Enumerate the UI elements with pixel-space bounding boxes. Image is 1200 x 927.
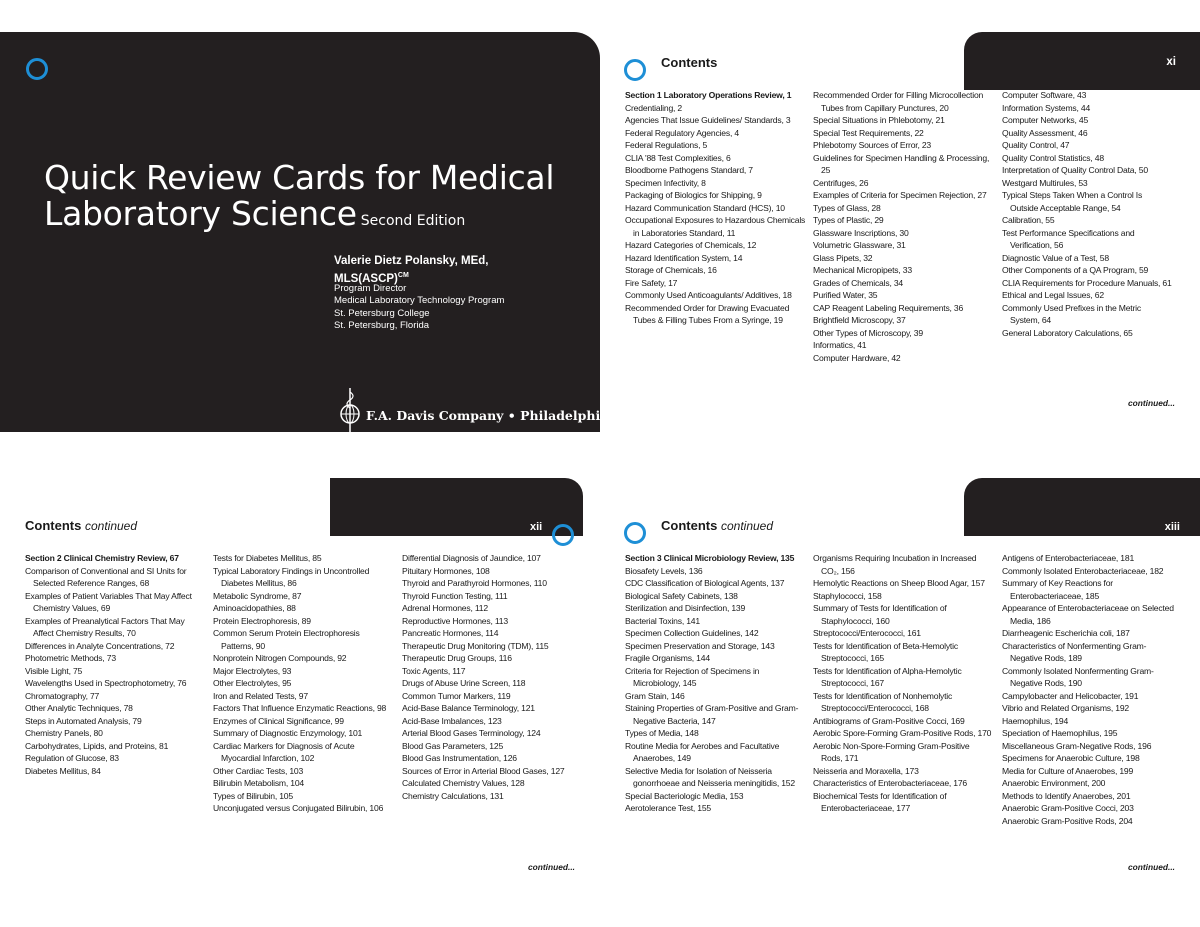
affiliation-line: St. Petersburg, Florida [334,319,430,331]
page-tab-xi [964,32,1200,90]
continued-note: continued... [1128,398,1175,408]
author-line2: MLS(ASCP) [334,272,398,285]
toc-entry: Purified Water, 35 [813,290,878,300]
page-tab-xiii [964,478,1200,536]
toc-entry: Summary of Tests for Identification of Staphylococci, 160 [813,603,947,626]
toc-entry: Sources of Error in Arterial Blood Gases, 127 [402,765,565,776]
toc-entry: Bilirubin Metabolism, 104 [213,778,305,788]
author-affiliation [334,283,504,332]
toc-entry: Common Tumor Markers, 119 [402,690,511,701]
book-title [44,160,554,239]
toc-entry: Specimens for Anaerobic Culture, 198 [1002,753,1140,763]
toc-entry: Interpretation of Quality Control Data, 50 [1002,165,1148,175]
toc-entry: Types of Plastic, 29 [813,215,884,225]
toc-entry: Commonly Isolated Nonfermenting Gram-Negative Rods, 190 [1002,665,1154,688]
toc-entry: Methods to Identify Anaerobes, 201 [1002,790,1131,801]
toc-entry: Hazard Communication Standard (HCS), 10 [625,202,785,213]
toc-entry: Quality Control Statistics, 48 [1002,152,1104,163]
toc-entry: Pancreatic Hormones, 114 [402,628,499,638]
toc-entry: Aerobic Spore-Forming Gram-Positive Rods, 170 [813,728,992,738]
toc-entry: Sterilization and Disinfection, 139 [625,603,746,613]
toc-entry: Bloodborne Pathogens Standard, 7 [625,165,753,175]
toc-entry: Biochemical Tests for Identification of Enterobacteriaceae, 177 [813,790,947,813]
toc-entry: Other Electrolytes, 95 [213,678,292,688]
toc-entry: Carbohydrates, Lipids, and Proteins, 81 [25,740,169,751]
contents-heading: Contents [661,55,718,70]
toc-entry: Anaerobic Environment, 200 [1002,778,1106,788]
toc-entry: Occupational Exposures to Hazardous Chemicals in Laboratories Standard, 11 [625,215,806,238]
toc-entry: Informatics, 41 [813,340,867,350]
toc-entry: Credentialing, 2 [625,102,682,113]
toc-entry: Pituitary Hormones, 108 [402,565,490,576]
toc-entry: Other Cardiac Tests, 103 [213,765,304,776]
toc-entry: Test Performance Specifications and Verification, 56 [1002,227,1135,250]
toc-column [1002,552,1178,827]
toc-section-heading: Section 2 Clinical Chemistry Review, 67 [25,553,179,563]
continued-note: continued... [1128,862,1175,872]
toc-entry: Hazard Categories of Chemicals, 12 [625,240,757,250]
toc-entry: CLIA '88 Test Complexities, 6 [625,152,731,163]
globe-logo-icon [338,388,362,432]
toc-entry: Appearance of Enterobacteriaceae on Selected Media, 186 [1002,603,1174,626]
toc-entry: Chromatography, 77 [25,690,100,701]
toc-entry: Computer Hardware, 42 [813,352,901,363]
toc-entry: Other Types of Microscopy, 39 [813,327,923,338]
toc-entry: Neisseria and Moraxella, 173 [813,765,919,776]
contents-heading-text: Contents [25,518,82,533]
circle-marker-icon [552,524,574,546]
toc-entry: Calibration, 55 [1002,215,1055,225]
publisher-block [338,388,609,437]
toc-entry: Volumetric Glassware, 31 [813,240,906,250]
toc-entry: Diarrheagenic Escherichia coli, 187 [1002,628,1130,638]
toc-entry: Streptococci/Enterococci, 161 [813,628,921,638]
toc-entry: CAP Reagent Labeling Requirements, 36 [813,302,964,313]
toc-entry: Tests for Identification of Nonhemolytic Streptococci/Enterococci, 168 [813,690,953,713]
publisher-name: F.A. Davis Company • Philadelphia [366,408,609,423]
toc-entry: Therapeutic Drug Monitoring (TDM), 115 [402,640,549,651]
toc-entry: Media for Culture of Anaerobes, 199 [1002,765,1134,776]
toc-entry: Examples of Preanalytical Factors That May Affect Chemistry Results, 70 [25,615,185,638]
toc-entry: Special Bacteriologic Media, 153 [625,790,744,801]
toc-entry: Diagnostic Value of a Test, 58 [1002,252,1109,263]
toc-entry: Antibiograms of Gram-Positive Cocci, 169 [813,715,965,726]
toc-entry: Centrifuges, 26 [813,177,869,188]
toc-entry: Specimen Infectivity, 8 [625,177,706,188]
toc-entry: Computer Software, 43 [1002,90,1087,100]
toc-entry: Calculated Chemistry Values, 128 [402,778,525,788]
toc-entry: General Laboratory Calculations, 65 [1002,327,1133,338]
toc-entry: Summary of Diagnostic Enzymology, 101 [213,728,363,738]
toc-entry: Differential Diagnosis of Jaundice, 107 [402,553,541,563]
toc-entry: Steps in Automated Analysis, 79 [25,715,142,726]
toc-entry: Routine Media for Aerobes and Facultative Anaerobes, 149 [625,740,780,763]
toc-entry: Reproductive Hormones, 113 [402,615,508,626]
toc-entry: Commonly Used Anticoagulants/ Additives, 18 [625,290,792,300]
toc-entry: Ethical and Legal Issues, 62 [1002,290,1104,300]
toc-entry: Hemolytic Reactions on Sheep Blood Agar, 157 [813,578,985,588]
page-number: xi [1166,56,1176,68]
affiliation-line: Medical Laboratory Technology Program [334,295,505,307]
toc-column [1002,89,1172,339]
toc-entry: Iron and Related Tests, 97 [213,690,308,701]
toc-entry: Typical Laboratory Findings in Uncontrolled Diabetes Mellitus, 86 [213,565,370,588]
toc-entry: Tests for Identification of Alpha-Hemolytic Streptococci, 167 [813,665,962,688]
toc-entry: Antigens of Enterobacteriaceae, 181 [1002,553,1135,563]
toc-entry: Gram Stain, 146 [625,690,685,701]
toc-entry: Computer Networks, 45 [1002,115,1089,125]
circle-marker-icon [624,59,646,81]
toc-entry: Miscellaneous Gram-Negative Rods, 196 [1002,740,1152,751]
toc-entry: Characteristics of Enterobacteriaceae, 176 [813,778,968,788]
toc-column [625,552,805,815]
toc-entry: Westgard Multirules, 53 [1002,177,1088,188]
circle-marker-icon [26,58,48,80]
toc-entry: Campylobacter and Helicobacter, 191 [1002,690,1139,701]
contents-continued-label: continued [84,519,138,533]
toc-entry: Examples of Criteria for Specimen Rejection, 27 [813,190,987,200]
toc-column [813,89,993,364]
toc-entry: Recommended Order for Filling Microcollection Tubes from Capillary Punctures, 20 [813,90,984,113]
toc-entry: Other Analytic Techniques, 78 [25,703,133,713]
toc-entry: Visible Light, 75 [25,665,83,676]
toc-column [402,552,582,802]
toc-entry: Unconjugated versus Conjugated Bilirubin, 106 [213,803,384,813]
toc-entry: Aminoacidopathies, 88 [213,603,296,613]
toc-entry: Chemistry Calculations, 131 [402,790,504,801]
toc-entry: Nonprotein Nitrogen Compounds, 92 [213,653,347,663]
toc-entry: Characteristics of Nonfermenting Gram-Negative Rods, 189 [1002,640,1147,663]
toc-entry: Summary of Key Reactions for Enterobacteriaceae, 185 [1002,578,1113,601]
toc-entry: Typical Steps Taken When a Control Is Outside Acceptable Range, 54 [1002,190,1143,213]
toc-entry: Examples of Patient Variables That May Affect Chemistry Values, 69 [25,590,192,613]
toc-entry: Organisms Requiring Incubation in Increased CO₂, 156 [813,553,977,576]
toc-entry: Aerobic Non-Spore-Forming Gram-Positive Rods, 171 [813,740,970,763]
toc-entry: Agencies That Issue Guidelines/ Standards, 3 [625,115,791,125]
toc-entry: Wavelengths Used in Spectrophotometry, 76 [25,678,187,688]
toc-section-heading: Section 1 Laboratory Operations Review, 1 [625,90,792,100]
toc-entry: Blood Gas Parameters, 125 [402,740,504,751]
toc-entry: Fragile Organisms, 144 [625,653,710,663]
toc-entry: Blood Gas Instrumentation, 126 [402,753,517,763]
toc-entry: Protein Electrophoresis, 89 [213,615,311,626]
toc-entry: Types of Media, 148 [625,728,699,738]
toc-entry: Biological Safety Cabinets, 138 [625,590,738,601]
toc-entry: CLIA Requirements for Procedure Manuals, 61 [1002,277,1172,288]
toc-column [813,552,993,815]
toc-entry: Commonly Isolated Enterobacteriaceae, 182 [1002,565,1164,576]
book-cover [0,32,609,432]
toc-entry: Commonly Used Prefixes in the Metric System, 64 [1002,302,1141,325]
toc-entry: Storage of Chemicals, 16 [625,265,717,275]
toc-entry: Haemophilus, 194 [1002,715,1069,726]
toc-entry: Major Electrolytes, 93 [213,665,292,676]
author-credential-sup: CM [397,271,409,279]
toc-entry: Selective Media for Isolation of Neisseria gonorrhoeae and Neisseria meningitidis, 152 [625,765,795,788]
book-title-line1: Quick Review Cards for Medical [44,158,555,197]
toc-entry: Regulation of Glucose, 83 [25,753,119,763]
toc-entry: Glassware Inscriptions, 30 [813,227,909,238]
toc-entry: Chemistry Panels, 80 [25,728,103,738]
circle-marker-icon [624,522,646,544]
page-tab-xii [330,478,583,536]
author-name [334,254,488,286]
toc-column [213,552,393,815]
toc-entry: Grades of Chemicals, 34 [813,277,903,288]
continued-note: continued... [528,862,575,872]
toc-entry: Packaging of Biologics for Shipping, 9 [625,190,762,200]
toc-entry: Information Systems, 44 [1002,102,1091,113]
toc-entry: Mechanical Micropipets, 33 [813,265,912,275]
toc-entry: Specimen Preservation and Storage, 143 [625,640,775,651]
toc-entry: Specimen Collection Guidelines, 142 [625,628,759,638]
toc-entry: Quality Assessment, 46 [1002,127,1088,138]
toc-entry: Recommended Order for Drawing Evacuated Tubes & Filling Tubes From a Syringe, 19 [625,302,790,325]
contents-heading [661,518,773,533]
toc-entry: Therapeutic Drug Groups, 116 [402,653,512,663]
toc-entry: Federal Regulations, 5 [625,140,708,150]
toc-entry: Photometric Methods, 73 [25,653,116,663]
contents-heading-text: Contents [661,518,718,533]
toc-entry: Factors That Influence Enzymatic Reactions, 98 [213,703,387,713]
toc-entry: Glass Pipets, 32 [813,252,873,263]
toc-entry: Acid-Base Balance Terminology, 121 [402,703,535,713]
toc-entry: Tests for Diabetes Mellitus, 85 [213,553,322,563]
toc-entry: Hazard Identification System, 14 [625,252,743,263]
toc-entry: Differences in Analyte Concentrations, 72 [25,640,175,651]
toc-entry: Arterial Blood Gases Terminology, 124 [402,728,541,738]
toc-entry: Types of Bilirubin, 105 [213,790,293,801]
toc-section-heading: Section 3 Clinical Microbiology Review, 135 [625,553,795,563]
toc-entry: Diabetes Mellitus, 84 [25,765,101,776]
affiliation-line: Program Director [334,283,407,294]
toc-entry: Vibrio and Related Organisms, 192 [1002,703,1129,713]
toc-entry: Bacterial Toxins, 141 [625,615,700,626]
toc-entry: Aerotolerance Test, 155 [625,803,712,813]
toc-entry: Quality Control, 47 [1002,140,1070,150]
toc-entry: Thyroid Function Testing, 111 [402,590,508,601]
toc-entry: Cardiac Markers for Diagnosis of Acute Myocardial Infarction, 102 [213,740,355,763]
toc-entry: Common Serum Protein Electrophoresis Patterns, 90 [213,628,360,651]
toc-column [25,552,203,777]
toc-entry: Criteria for Rejection of Specimens in Microbiology, 145 [625,665,760,688]
book-title-line2: Laboratory Science [44,194,357,233]
toc-entry: Comparison of Conventional and SI Units for Selected Reference Ranges, 68 [25,565,187,588]
toc-column [625,89,810,327]
toc-entry: Special Situations in Phlebotomy, 21 [813,115,945,125]
toc-entry: Federal Regulatory Agencies, 4 [625,127,739,138]
toc-entry: Drugs of Abuse Urine Screen, 118 [402,678,526,688]
toc-entry: Types of Glass, 28 [813,202,881,213]
toc-entry: Brightfield Microscopy, 37 [813,315,906,325]
toc-entry: Anaerobic Gram-Positive Cocci, 203 [1002,803,1134,813]
toc-entry: Acid-Base Imbalances, 123 [402,715,502,726]
contents-heading [25,518,137,533]
toc-entry: Biosafety Levels, 136 [625,565,703,576]
toc-entry: Enzymes of Clinical Significance, 99 [213,715,344,726]
toc-entry: Special Test Requirements, 22 [813,127,924,138]
page-number: xiii [1164,521,1180,533]
toc-entry: Staining Properties of Gram-Positive and Gram-Negative Bacteria, 147 [625,703,799,726]
toc-entry: Anaerobic Gram-Positive Rods, 204 [1002,815,1133,826]
author-line1: Valerie Dietz Polansky, MEd, [334,255,489,267]
toc-entry: Thyroid and Parathyroid Hormones, 110 [402,578,547,588]
toc-entry: Other Components of a QA Program, 59 [1002,265,1149,275]
toc-entry: Adrenal Hormones, 112 [402,603,488,613]
toc-entry: Tests for Identification of Beta-Hemolytic Streptococci, 165 [813,640,958,663]
toc-entry: Guidelines for Specimen Handling & Processing, 25 [813,152,990,175]
contents-continued-label: continued [720,519,774,533]
toc-entry: Phlebotomy Sources of Error, 23 [813,140,931,150]
toc-entry: Toxic Agents, 117 [402,665,466,676]
edition-label: Second Edition [360,213,466,229]
page-number: xii [530,521,543,533]
toc-entry: Fire Safety, 17 [625,277,678,288]
toc-entry: CDC Classification of Biological Agents, 137 [625,578,785,588]
affiliation-line: St. Petersburg College [334,307,430,319]
toc-entry: Speciation of Haemophilus, 195 [1002,728,1118,738]
toc-entry: Metabolic Syndrome, 87 [213,590,302,601]
toc-entry: Staphylococci, 158 [813,590,882,601]
